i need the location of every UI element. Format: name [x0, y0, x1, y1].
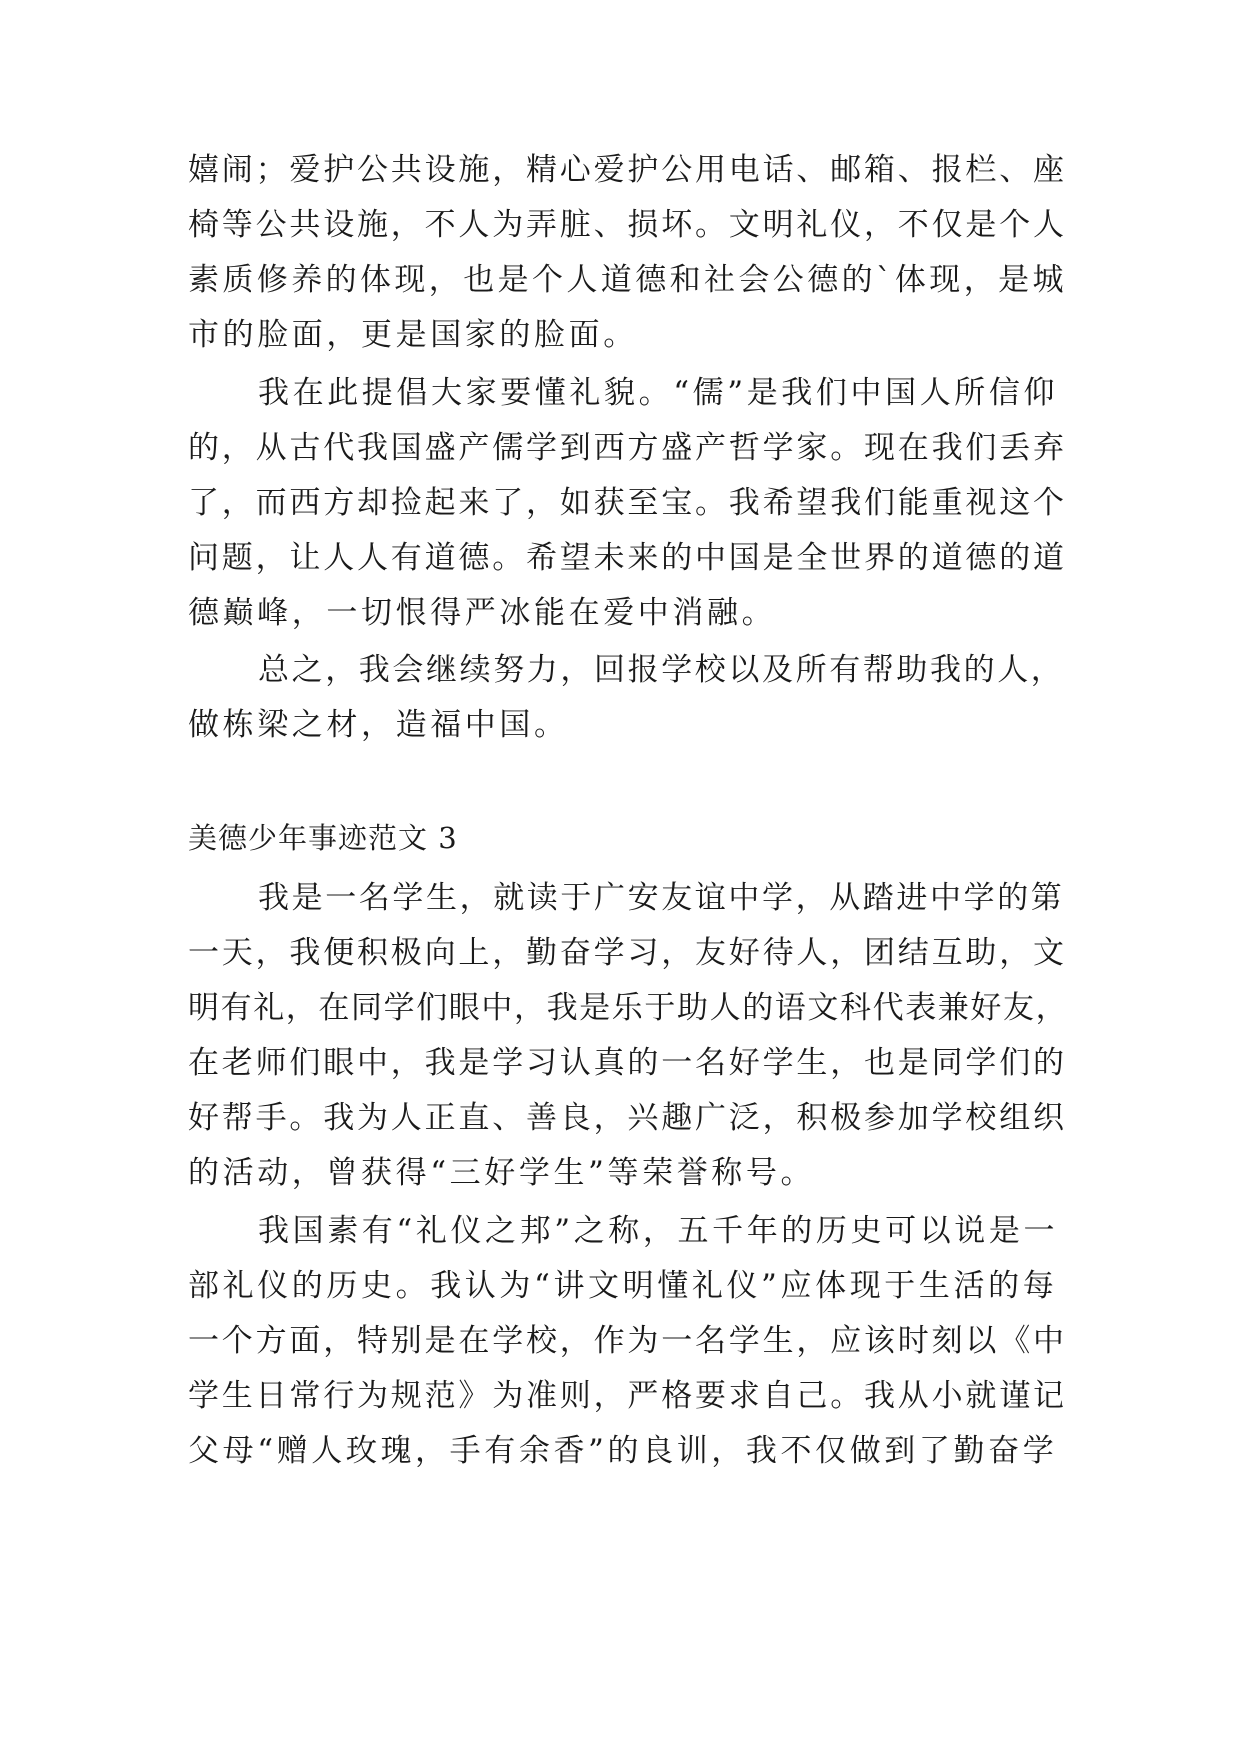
paragraph-line: 明有礼，在同学们眼中，我是乐于助人的语文科代表兼好友， — [188, 990, 1069, 1026]
paragraph-line: 德巅峰，一切恨得严冰能在爱中消融。 — [188, 595, 777, 631]
paragraph-line: 了，而西方却捡起来了，如获至宝。我希望我们能重视这个 — [188, 485, 1067, 521]
paragraph-line: 一天，我便积极向上，勤奋学习，友好待人，团结互助，文 — [188, 935, 1067, 971]
paragraph-line: 总之，我会继续努力，回报学校以及所有帮助我的人， — [258, 652, 1065, 688]
paragraph-line: 部礼仪的历史。我认为“讲文明懂礼仪”应体现于生活的每 — [188, 1268, 1058, 1304]
paragraph-line: 市的脸面，更是国家的脸面。 — [188, 317, 638, 353]
paragraph-line: 我是一名学生，就读于广安友谊中学，从踏进中学的第 — [258, 880, 1065, 916]
paragraph-line: 学生日常行为规范》为准则，严格要求自己。我从小就谨记 — [188, 1378, 1067, 1414]
paragraph-line: 我国素有“礼仪之邦”之称，五千年的历史可以说是一 — [258, 1213, 1059, 1249]
paragraph-line: 在老师们眼中，我是学习认真的一名好学生，也是同学们的 — [188, 1045, 1067, 1081]
paragraph-line: 一个方面，特别是在学校，作为一名学生，应该时刻以《中 — [188, 1323, 1067, 1359]
paragraph-line: 我在此提倡大家要懂礼貌。“儒”是我们中国人所信仰 — [258, 375, 1059, 411]
paragraph-line: 嬉闹；爱护公共设施，精心爱护公用电话、邮箱、报栏、座 — [188, 152, 1067, 188]
section-heading: 美德少年事迹范文 3 — [188, 821, 458, 855]
paragraph-line: 做栋梁之材，造福中国。 — [188, 707, 569, 743]
paragraph-line: 椅等公共设施，不人为弄脏、损坏。文明礼仪，不仅是个人 — [188, 207, 1067, 243]
paragraph-line: 好帮手。我为人正直、善良，兴趣广泛，积极参加学校组织 — [188, 1100, 1067, 1136]
paragraph-line: 的，从古代我国盛产儒学到西方盛产哲学家。现在我们丢弃 — [188, 430, 1067, 466]
paragraph-line: 素质修养的体现，也是个人道德和社会公德的`体现，是城 — [188, 262, 1067, 298]
paragraph-line: 父母“赠人玫瑰，手有余香”的良训，我不仅做到了勤奋学 — [188, 1433, 1058, 1469]
paragraph-line: 的活动，曾获得“三好学生”等荣誉称号。 — [188, 1155, 816, 1191]
paragraph-line: 问题，让人人有道德。希望未来的中国是全世界的道德的道 — [188, 540, 1067, 576]
